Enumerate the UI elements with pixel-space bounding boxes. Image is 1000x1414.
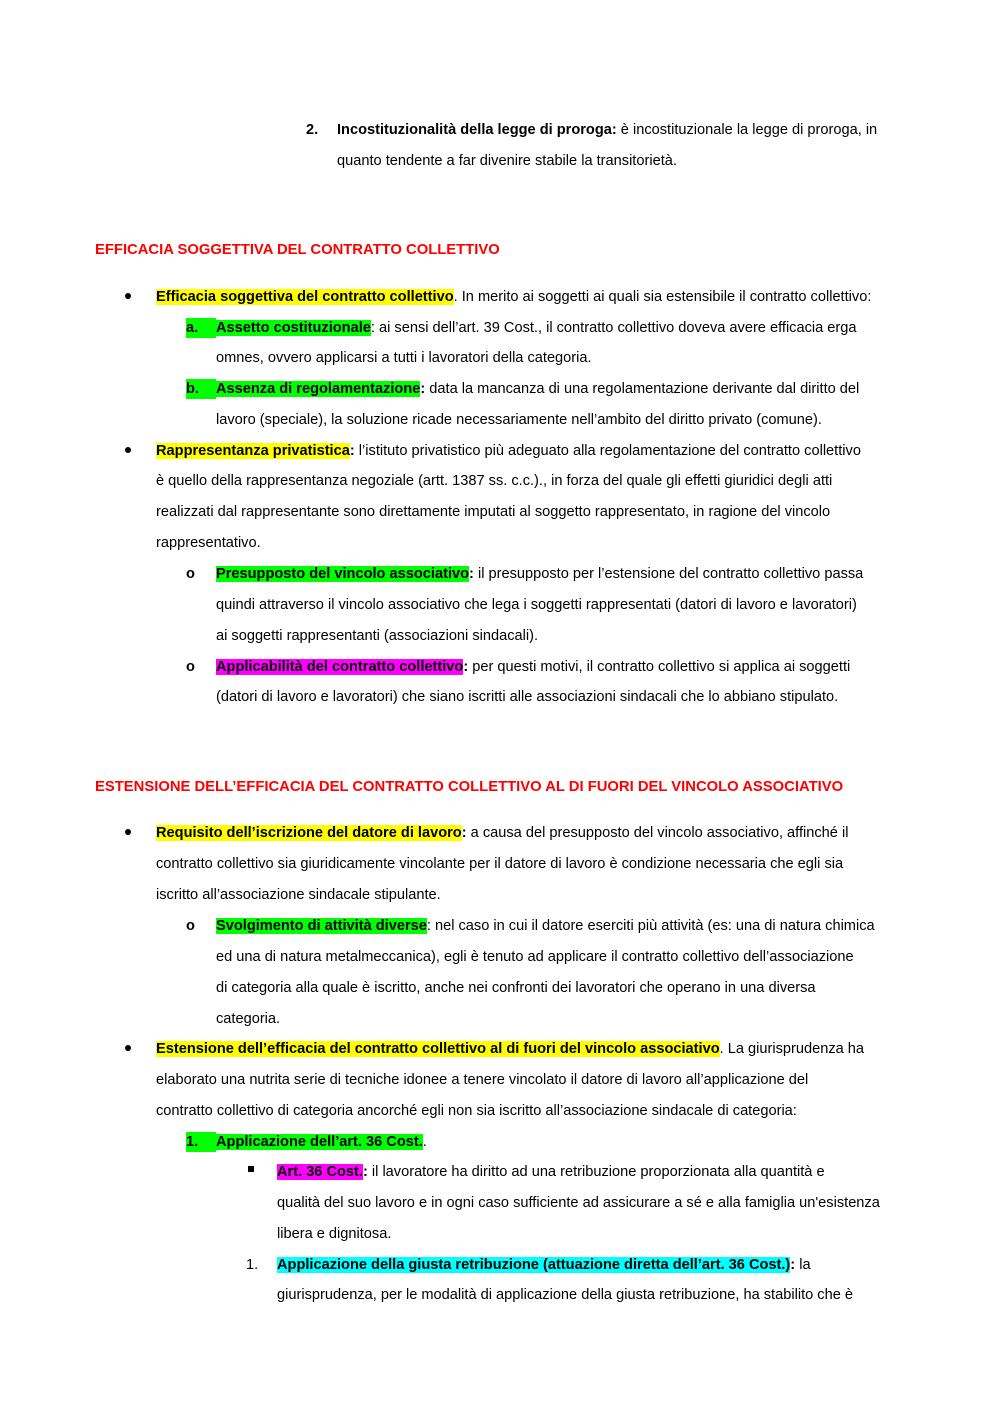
highlighted-term: Applicazione della giusta retribuzione (attuazione diretta dell’art. 36 Cost.) <box>277 1257 791 1273</box>
list-item-text <box>337 120 877 140</box>
list-item-text <box>156 441 861 461</box>
highlighted-term: Svolgimento di attività diverse <box>216 918 427 934</box>
text-run: il lavoratore ha diritto ad una retribuzione proporzionata alla quantità e <box>367 1164 825 1180</box>
sub-bullet-icon: o <box>186 566 195 582</box>
text-line: quanto tendente a far divenire stabile la transitorietà. <box>337 153 677 169</box>
highlighted-term: Applicazione dell’art. 36 Cost. <box>216 1134 423 1150</box>
text-run: a causa del presupposto del vincolo associativo, affinché il <box>466 825 849 841</box>
text-run: . In merito ai soggetti ai quali sia estensibile il contratto collettivo: <box>453 289 872 305</box>
list-letter: a. <box>186 318 216 338</box>
list-item-text <box>216 657 850 677</box>
colon: : <box>420 381 426 397</box>
text-line: libera e dignitosa. <box>277 1226 392 1242</box>
highlighted-term: Requisito dell’iscrizione del datore di lavoro <box>156 825 462 841</box>
list-item-text <box>277 1162 825 1182</box>
text-run: la <box>795 1257 811 1273</box>
highlighted-term: Estensione dell’efficacia del contratto collettivo al di fuori del vincolo associativo <box>156 1041 720 1057</box>
text-run: . La giurisprudenza ha <box>719 1041 865 1057</box>
text-run: data la mancanza di una regolamentazione derivante dal diritto del <box>425 381 860 397</box>
text-line: ed una di natura metalmeccanica), egli è tenuto ad applicare il contratto collettivo dell’associazione <box>216 949 854 965</box>
list-item-text <box>216 379 859 399</box>
highlighted-term: Presupposto del vincolo associativo <box>216 566 470 582</box>
text-line: contratto collettivo di categoria ancorché egli non sia iscritto all’associazione sindacale di categoria: <box>156 1103 797 1119</box>
text-line: rappresentativo. <box>156 535 261 551</box>
list-item-text <box>156 823 848 843</box>
text-line: (datori di lavoro e lavoratori) che siano iscritti alle associazioni sindacali che lo abbiano stipulato. <box>216 689 839 705</box>
highlighted-term: Art. 36 Cost. <box>277 1164 363 1180</box>
text-line: è quello della rappresentanza negoziale (artt. 1387 ss. c.c.)., in forza del quale gli effetti giuridici degli atti <box>156 473 833 489</box>
text-run: : ai sensi dell’art. 39 Cost., il contratto collettivo doveva avere efficacia erga <box>370 320 857 336</box>
text-line: quindi attraverso il vincolo associativo che lega i soggetti rappresentati (datori di lavoro e lavoratori) <box>216 597 857 613</box>
list-item-text <box>216 916 875 936</box>
text-line: iscritto all’associazione sindacale stipulante. <box>156 887 441 903</box>
highlighted-term: Efficacia soggettiva del contratto collettivo <box>156 289 454 305</box>
colon: : <box>463 659 469 675</box>
bullet-icon <box>125 829 131 835</box>
text-run: è incostituzionale la legge di proroga, in <box>616 122 878 138</box>
term: Incostituzionalità della legge di proroga: <box>337 122 617 138</box>
text-line: realizzati dal rappresentante sono direttamente imputati al soggetto rappresentato, in ragione del vincolo <box>156 504 831 520</box>
text-line: contratto collettivo sia giuridicamente vincolante per il datore di lavoro è condizione necessaria che egli sia <box>156 856 844 872</box>
bullet-icon <box>125 293 131 299</box>
text-line: elaborato una nutrita serie di tecniche idonee a tenere vincolato il datore di lavoro all’applicazione del <box>156 1072 809 1088</box>
text-run: l’istituto privatistico più adeguato alla regolamentazione del contratto collettivo <box>354 443 861 459</box>
highlighted-term: Rappresentanza privatistica <box>156 443 350 459</box>
bullet-icon <box>125 447 131 453</box>
list-number: 1. <box>246 1257 259 1273</box>
text-line: categoria. <box>216 1011 281 1027</box>
list-item-text <box>216 318 857 338</box>
highlighted-term: Assenza di regolamentazione <box>216 381 421 397</box>
list-letter: b. <box>186 379 216 399</box>
colon: : <box>461 825 467 841</box>
colon: : <box>362 1164 368 1180</box>
text-run: il presupposto per l’estensione del contratto collettivo passa <box>473 566 864 582</box>
list-item-text <box>156 287 871 307</box>
sub-bullet-icon: o <box>186 659 195 675</box>
list-item-text <box>277 1255 811 1275</box>
list-number: 2. <box>306 122 319 138</box>
text-line: ai soggetti rappresentanti (associazioni sindacali). <box>216 628 539 644</box>
colon: : <box>349 443 355 459</box>
text-run: per questi motivi, il contratto collettivo si applica ai soggetti <box>468 659 851 675</box>
text-run: : nel caso in cui il datore eserciti più attività (es: una di natura chimica <box>426 918 875 934</box>
list-item-text <box>156 1039 864 1059</box>
text-line: giurisprudenza, per le modalità di applicazione della giusta retribuzione, ha stabilito che è <box>277 1287 853 1303</box>
bullet-icon <box>125 1045 131 1051</box>
list-number: 1. <box>186 1132 216 1152</box>
text-line: omnes, ovvero applicarsi a tutti i lavoratori della categoria. <box>216 350 592 366</box>
sub-bullet-icon: o <box>186 918 195 934</box>
square-bullet-icon <box>248 1166 254 1172</box>
text-line: di categoria alla quale è iscritto, anche nei confronti dei lavoratori che operano in una diversa <box>216 980 816 996</box>
text-line: qualità del suo lavoro e in ogni caso sufficiente ad assicurare a sé e alla famiglia un'esistenza <box>277 1195 880 1211</box>
colon: : <box>469 566 474 582</box>
highlighted-term: Assetto costituzionale <box>216 320 371 336</box>
section-heading: EFFICACIA SOGGETTIVA DEL CONTRATTO COLLETTIVO <box>95 242 500 258</box>
list-item-text <box>216 564 863 584</box>
colon: : <box>790 1257 796 1273</box>
text-run: . <box>422 1134 427 1150</box>
list-item-text <box>216 1132 427 1152</box>
section-heading: ESTENSIONE DELL’EFFICACIA DEL CONTRATTO COLLETTIVO AL DI FUORI DEL VINCOLO ASSOCIATIVO <box>95 779 844 795</box>
highlighted-term: Applicabilità del contratto collettivo <box>216 659 464 675</box>
text-line: lavoro (speciale), la soluzione ricade necessariamente nell’ambito del diritto privato (comune). <box>216 412 822 428</box>
